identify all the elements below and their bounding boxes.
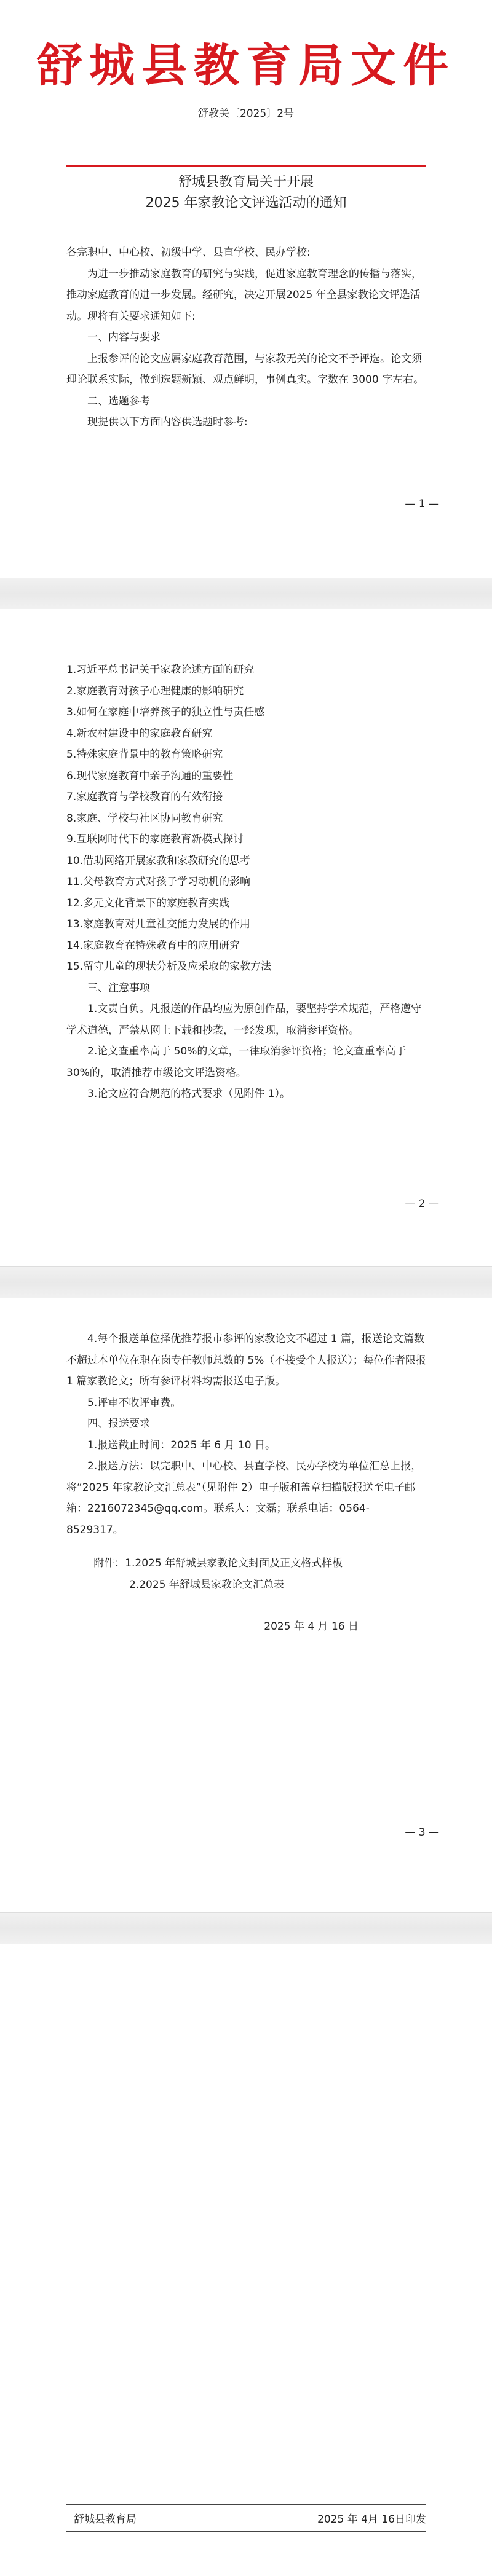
recipients: 各完职中、中心校、初级中学、县直学校、民办学校: — [66, 246, 311, 259]
note-item: 3.论文应符合规范的格式要求（见附件 1）。 — [87, 1088, 290, 1100]
red-divider — [66, 165, 426, 167]
topic-item: 10.借助网络开展家教和家教研究的思考 — [66, 854, 251, 867]
topic-item: 15.留守儿童的现状分析及应采取的家教方法 — [66, 960, 272, 973]
footer-top-rule — [66, 2504, 426, 2505]
print-date: 2025 年 4月 16日印发 — [317, 2513, 426, 2526]
page-1 — [0, 0, 492, 578]
page-number-text: — 1 — — [405, 498, 439, 510]
topic-item: 4.新农村建设中的家庭教育研究 — [66, 727, 213, 740]
section-1-body: 上报参评的论文应属家庭教育范围，与家教无关的论文不予评选。论文须理论联系实际，做到选题新颖、观点鲜明，事例真实。字数在 3000 字左右。 — [66, 352, 424, 386]
note-item: 2.论文查重率高于 50%的文章，一律取消参评资格；论文查重率高于 30%的，取消推荐市级论文评选资格。 — [66, 1045, 407, 1079]
page-gap — [0, 578, 492, 610]
note-item: 5.评审不收评审费。 — [87, 1396, 181, 1409]
topic-item: 14.家庭教育在特殊教育中的应用研究 — [66, 939, 240, 952]
topic-item: 11.父母教育方式对孩子学习动机的影响 — [66, 876, 251, 888]
issue-date: 2025 年 4 月 16 日 — [264, 1620, 359, 1633]
submission-method: 2.报送方法：以完职中、中心校、县直学校、民办学校为单位汇总上报，将“2025 年家教论文汇总表”（见附件 2）电子版和盖章扫描版报送至电子邮箱：2216072345@qq.com。联系人：文磊；联系电话：0564-8529317。 — [66, 1460, 422, 1536]
topic-item: 5.特殊家庭背景中的教育策略研究 — [66, 748, 223, 761]
notice-title-line1: 舒城县教育局关于开展 — [178, 175, 314, 190]
page-number-2 — [0, 1198, 492, 1210]
section-2-body: 现提供以下方面内容供选题时参考: — [87, 416, 248, 428]
page-number-1 — [0, 498, 492, 510]
section-1-title: 一、内容与要求 — [87, 331, 161, 344]
deadline: 1.报送截止时间：2025 年 6 月 10 日。 — [87, 1439, 276, 1451]
issuing-authority: 舒城县教育局 — [74, 2513, 137, 2526]
topic-item: 9.互联网时代下的家庭教育新模式探讨 — [66, 833, 244, 846]
page-4 — [0, 1944, 492, 2576]
page-number-3 — [0, 1826, 492, 1839]
page-number-text: — 2 — — [405, 1198, 439, 1210]
notice-title — [0, 172, 492, 214]
notice-title-line2: 2025 年家教论文评选活动的通知 — [145, 195, 347, 211]
document-header-title: 舒城县教育局文件 — [37, 39, 455, 92]
attachment-label: 附件： — [93, 1557, 125, 1569]
topic-item: 3.如何在家庭中培养孩子的独立性与责任感 — [66, 706, 265, 718]
print-footer — [74, 2510, 426, 2526]
attachment-2: 2.2025 年舒城县家教论文汇总表 — [129, 1578, 284, 1591]
page-2 — [0, 609, 492, 1266]
page-2-body — [66, 659, 426, 1105]
intro-paragraph: 为进一步推动家庭教育的研究与实践，促进家庭教育理念的传播与落实，推动家庭教育的进一步发展。经研究，决定开展2025 年全县家教论文评选活动。现将有关要求通知如下: — [66, 267, 422, 323]
attachments — [66, 1553, 426, 1595]
section-3-title: 三、注意事项 — [87, 981, 150, 994]
page-3-body — [66, 1329, 426, 1638]
footer-bottom-rule — [66, 2531, 426, 2532]
topic-item: 7.家庭教育与学校教育的有效衔接 — [66, 791, 223, 803]
page-gap — [0, 1912, 492, 1944]
topic-item: 12.多元文化背景下的家庭教育实践 — [66, 897, 230, 909]
note-item: 1.文责自负。凡报送的作品均应为原创作品，要坚持学术规范，严格遵守学术道德，严禁从网上下载和抄袭，一经发现，取消参评资格。 — [66, 1003, 422, 1037]
document-number: 舒教关〔2025〕2号 — [197, 108, 295, 120]
section-2-title: 二、选题参考 — [87, 395, 150, 407]
note-item: 4.每个报送单位择优推荐报市参评的家教论文不超过 1 篇，报送论文篇数不超过本单位在职在岗专任教师总数的 5%（不接受个人报送）；每位作者限报 1 篇家教论文；所有参评材料均需报送电子版。 — [66, 1333, 426, 1388]
page-gap — [0, 1266, 492, 1298]
section-4-title: 四、报送要求 — [87, 1418, 150, 1430]
topic-item: 6.现代家庭教育中亲子沟通的重要性 — [66, 769, 234, 782]
attachment-1-text: 1.2025 年舒城县家教论文封面及正文格式样板 — [125, 1557, 343, 1569]
topic-item: 8.家庭、学校与社区协同教育研究 — [66, 812, 223, 825]
topic-item: 1.习近平总书记关于家教论述方面的研究 — [66, 664, 255, 676]
topic-item: 2.家庭教育对孩子心理健康的影响研究 — [66, 685, 244, 697]
page-number-text: — 3 — — [405, 1826, 439, 1839]
topic-item: 13.家庭教育对儿童社交能力发展的作用 — [66, 918, 251, 930]
page-3 — [0, 1298, 492, 1912]
attachment-1 — [93, 1553, 426, 1574]
page-1-body — [66, 242, 426, 433]
